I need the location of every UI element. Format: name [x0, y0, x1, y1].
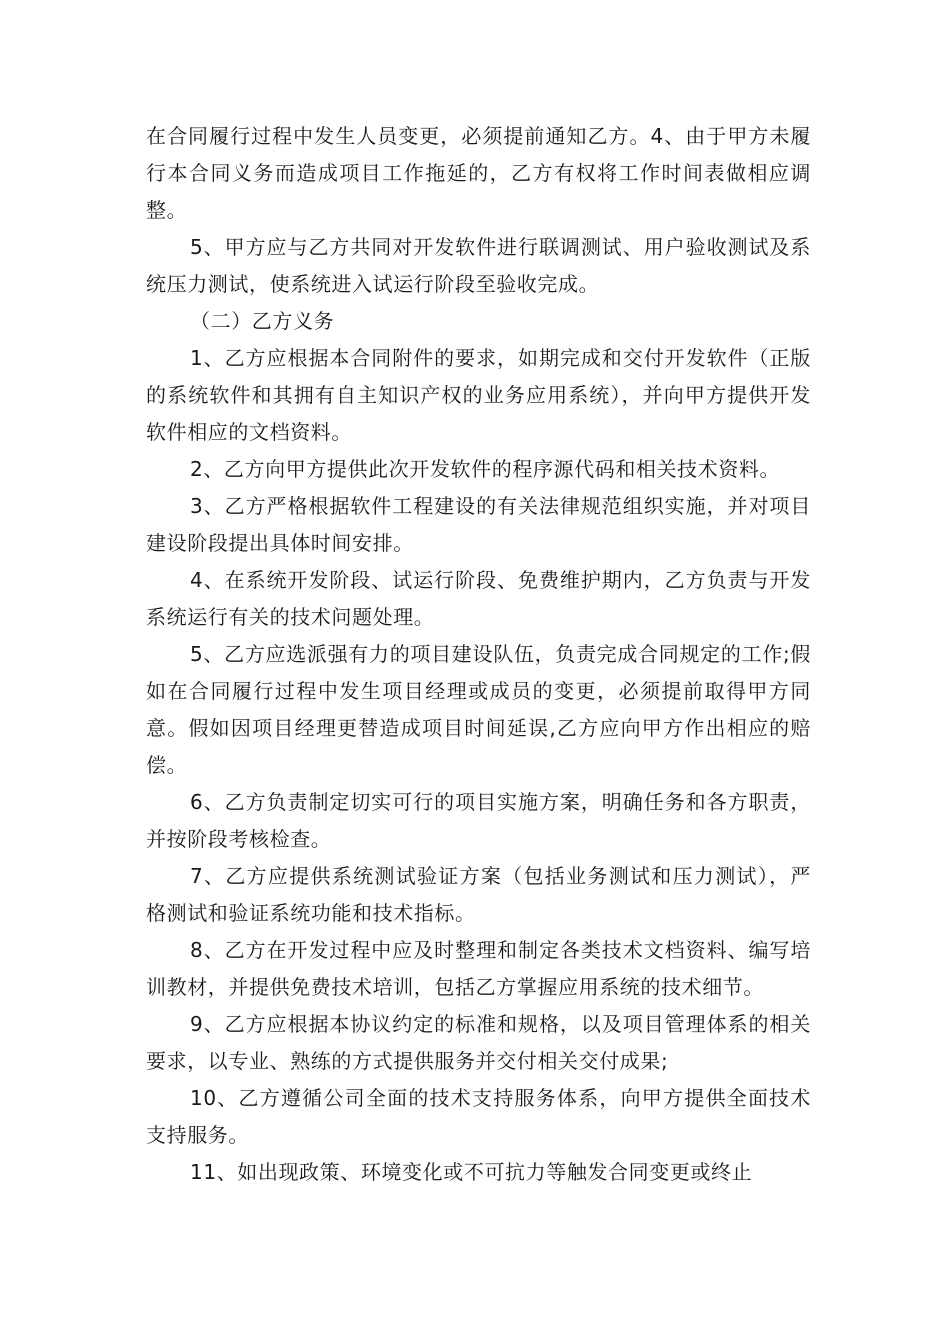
paragraph-party-b-item-1: 1、乙方应根据本合同附件的要求，如期完成和交付开发软件（正版的系统软件和其拥有自主知识产权的业务应用系统），并向甲方提供开发软件相应的文档资料。 [146, 346, 811, 444]
paragraph-party-b-item-7: 7、乙方应提供系统测试验证方案（包括业务测试和压力测试），严格测试和验证系统功能和技术指标。 [146, 864, 811, 925]
paragraph-continuation: 在合同履行过程中发生人员变更，必须提前通知乙方。4、由于甲方未履行本合同义务而造成项目工作拖延的，乙方有权将工作时间表做相应调整。 [146, 124, 811, 222]
paragraph-party-b-item-3: 3、乙方严格根据软件工程建设的有关法律规范组织实施，并对项目建设阶段提出具体时间安排。 [146, 494, 811, 555]
paragraph-party-b-item-5: 5、乙方应选派强有力的项目建设队伍，负责完成合同规定的工作;假如在合同履行过程中发生项目经理或成员的变更，必须提前取得甲方同意。假如因项目经理更替造成项目时间延误,乙方应向甲方作出相应的赔偿。 [146, 642, 811, 777]
paragraph-party-b-item-11: 11、如出现政策、环境变化或不可抗力等触发合同变更或终止 [190, 1160, 753, 1184]
paragraph-party-b-item-9: 9、乙方应根据本协议约定的标准和规格，以及项目管理体系的相关要求，以专业、熟练的方式提供服务并交付相关交付成果; [146, 1012, 811, 1073]
paragraph-party-b-item-4: 4、在系统开发阶段、试运行阶段、免费维护期内，乙方负责与开发系统运行有关的技术问题处理。 [146, 568, 811, 629]
section-heading-party-b-obligations: （二）乙方义务 [190, 309, 335, 333]
paragraph-party-b-item-8: 8、乙方在开发过程中应及时整理和制定各类技术文档资料、编写培训教材，并提供免费技术培训，包括乙方掌握应用系统的技术细节。 [146, 938, 811, 999]
document-body [146, 118, 811, 1191]
paragraph-party-b-item-10: 10、乙方遵循公司全面的技术支持服务体系，向甲方提供全面技术支持服务。 [146, 1086, 811, 1147]
paragraph-party-b-item-6: 6、乙方负责制定切实可行的项目实施方案，明确任务和各方职责，并按阶段考核检查。 [146, 790, 811, 851]
paragraph-party-a-item-5: 5、甲方应与乙方共同对开发软件进行联调测试、用户验收测试及系统压力测试，使系统进入试运行阶段至验收完成。 [146, 235, 811, 296]
paragraph-party-b-item-2: 2、乙方向甲方提供此次开发软件的程序源代码和相关技术资料。 [190, 457, 781, 481]
